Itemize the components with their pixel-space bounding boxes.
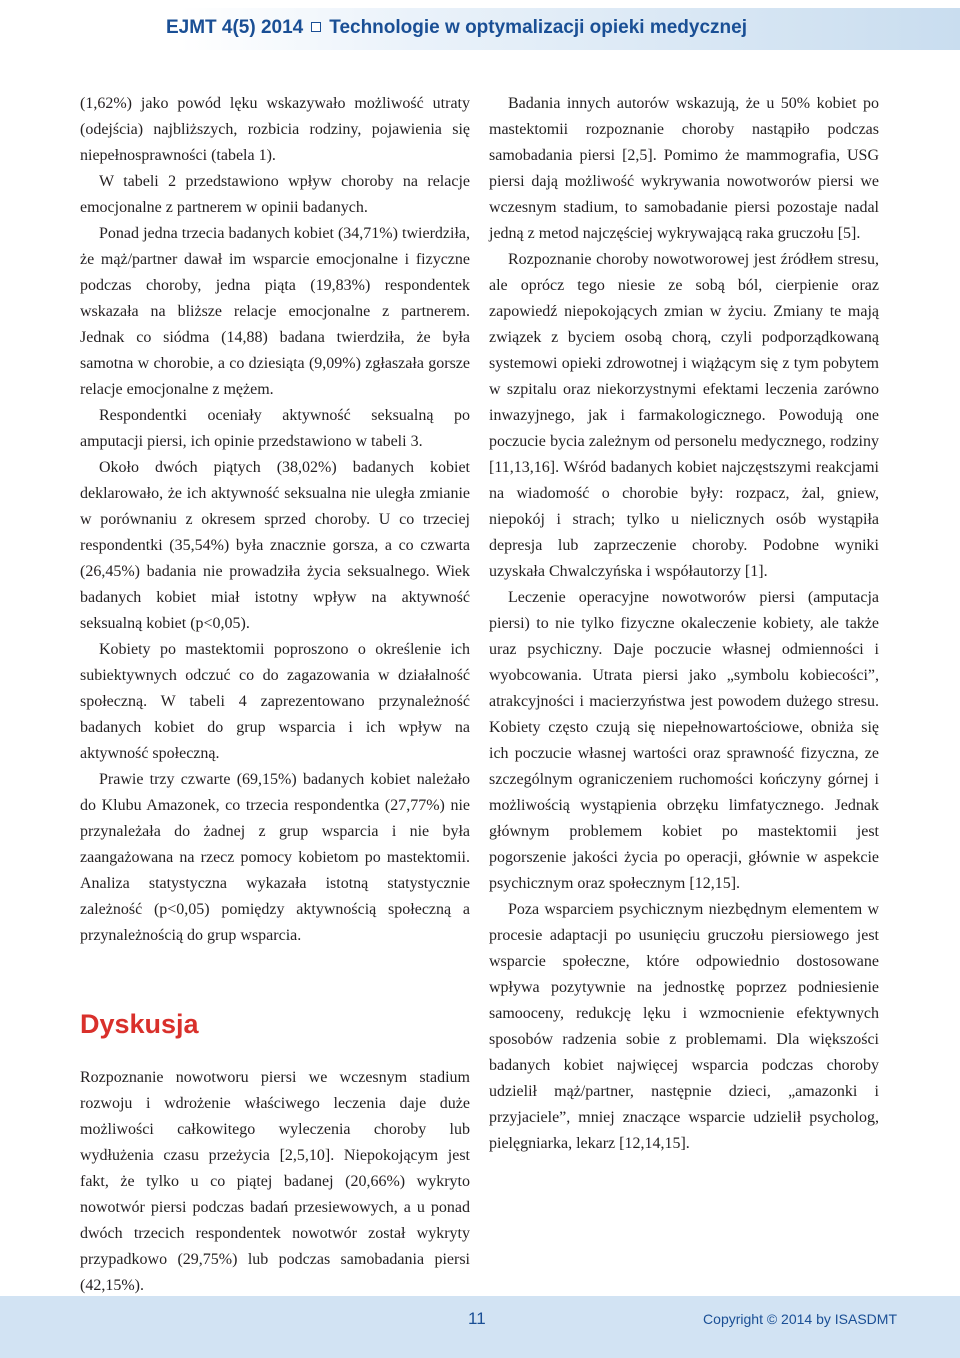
paragraph: Prawie trzy czwarte (69,15%) badanych kobiet należało do Klubu Amazonek, co trzecia respondentka (27,77%) nie przynależała do żadnej z grup wsparcia i nie była zaangażowana na rzecz pomocy kobietom po mastektomii. Analiza statystyczna wykazała istotną statystycznie zależność (p<0,05) pomiędzy aktywnością społeczną a przynależnością do grup wsparcia.: [80, 771, 470, 944]
paragraph: (1,62%) jako powód lęku wskazywało możliwość utraty (odejścia) najbliższych, rozbicia rodziny, pojawienia się niepełnosprawności (tabela 1).: [80, 95, 470, 164]
page-number: 11: [468, 1309, 486, 1328]
section-heading: Dyskusja: [80, 1009, 199, 1039]
page-header: [0, 0, 960, 58]
paragraph: Ponad jedna trzecia badanych kobiet (34,71%) twierdziła, że mąż/partner dawał im wsparcie emocjonalne i fizyczne podczas choroby, jedna piąta (19,83%) respondentek wskazała na bliższe relacje emocjonalne z partnerem. Jednak co siódma (14,88) badana twierdziła, że była samotna w chorobie, a co dziesiąta (9,09%) zgłaszała gorsze relacje emocjonalne z mężem.: [80, 225, 470, 398]
issue-title: Technologie w optymalizacji opieki medycznej: [329, 17, 747, 38]
paragraph: Respondentki oceniały aktywność seksualną po amputacji piersi, ich opinie przedstawiono w tabeli 3.: [80, 407, 470, 450]
paragraph: Rozpoznanie nowotworu piersi we wczesnym stadium rozwoju i wdrożenie właściwego leczenia daje duże możliwości całkowitego wyleczenia choroby lub wydłużenia czasu przeżycia [2,5,10]. Niepokojącym jest fakt, że tylko u co piątej badanej (20,66%) wykryto nowotwór piersi podczas badań przesiewowych, a u ponad dwóch trzecich respondentek nowotwór został wykryty przypadkowo (29,75%) lub podczas samobadania piersi (42,15%).: [80, 1069, 470, 1294]
paragraph: W tabeli 2 przedstawiono wpływ choroby na relacje emocjonalne z partnerem w opinii badanych.: [80, 173, 470, 216]
paragraph: Poza wsparciem psychicznym niezbędnym elementem w procesie adaptacji po usunięciu gruczołu piersiowego jest wsparcie społeczne, które odpowiednio dostosowane wpływa pozytywnie na jednostkę poprzez podniesienie samooceny, redukcję lęku i wzmocnienie efektywnych sposobów radzenia sobie z problemami. Dla większości badanych kobiet najwięcej wsparcia podczas choroby udzielił mąż/partner, następnie dzieci, „amazonki i przyjaciele”, mniej znaczące wsparcie udzielił psycholog, pielęgniarka, lekarz [12,14,15].: [489, 901, 879, 1152]
journal-name: EJMT 4(5) 2014: [165, 17, 304, 38]
paragraph: Badania innych autorów wskazują, że u 50% kobiet po mastektomii rozpoznanie choroby nastąpiło podczas samobadania piersi [2,5]. Pomimo że mammografia, USG piersi dają możliwość wykrywania nowotworów piersi we wczesnym stadium, to samobadanie piersi pozostaje nadal jedną z metod najczęściej wykrywającą raka gruczołu [5].: [489, 95, 879, 242]
separator-square-icon: [311, 22, 321, 32]
paragraph: Około dwóch piątych (38,02%) badanych kobiet deklarowało, że ich aktywność seksualna nie uległa zmianie w porównaniu z okresem sprzed choroby. U co trzeciej respondentki (35,54%) była znacznie gorsza, a co czwarta (26,45%) badania nie prowadziła życia seksualnego. Wiek badanych kobiet miał istotny wpływ na aktywność seksualną kobiet (p<0,05).: [80, 459, 470, 632]
right-column: [489, 91, 879, 1157]
copyright-notice: Copyright © 2014 by ISASDMT: [703, 1311, 897, 1327]
paragraph: Rozpoznanie choroby nowotworowej jest źródłem stresu, ale oprócz tego niesie ze sobą ból, cierpienie oraz zapowiedź niepokojących zmian w życiu. Zmiany te mają związek z byciem osobą chorą, czyli podporządkowaną systemowi opieki zdrowotnej i wiążącym się z tym pobytem w szpitalu oraz niekorzystnymi efektami leczenia zarówno inwazyjnego, jak i farmakologicznego. Powodują one poczucie bycia zależnym od personelu medycznego, rodziny [11,13,16]. Wśród badanych kobiet najczęstszymi reakcjami na wiadomość o chorobie były: rozpacz, żal, gniew, niepokój i strach; tylko u nielicznych osób wystąpiła depresja lub zaprzeczenie choroby. Podobne wyniki uzyskała Chwalczyńska i współautorzy [1].: [489, 251, 879, 580]
running-header: [166, 17, 747, 39]
paragraph: Leczenie operacyjne nowotworów piersi (amputacja piersi) to nie tylko fizyczne okaleczenie kobiety, ale także uraz psychiczny. Daje poczucie własnej odmienności i wyobcowania. Utrata piersi jako „symbolu kobiecości”, atrakcyjności i macierzyństwa jest powodem dużego stresu. Kobiety często czują się niepełnowartościowe, obniża się ich poczucie własnej wartości oraz sprawność fizyczna, ze szczególnym ograniczeniem ruchomości kończyny górnej i możliwością wystąpienia obrzęku limfatycznego. Jednak głównym problemem kobiet po mastektomii jest pogorszenie jakości życia po operacji, głównie w aspekcie psychicznym oraz społecznym [12,15].: [489, 589, 879, 892]
left-column: [80, 91, 470, 1299]
paragraph: Kobiety po mastektomii poproszono o określenie ich subiektywnych odczuć co do zagazowania w działalność społeczną. W tabeli 4 zaprezentowano przynależność badanych kobiet do grup wsparcia i ich wpływ na aktywność społeczną.: [80, 641, 470, 762]
page-footer: [0, 1296, 960, 1358]
